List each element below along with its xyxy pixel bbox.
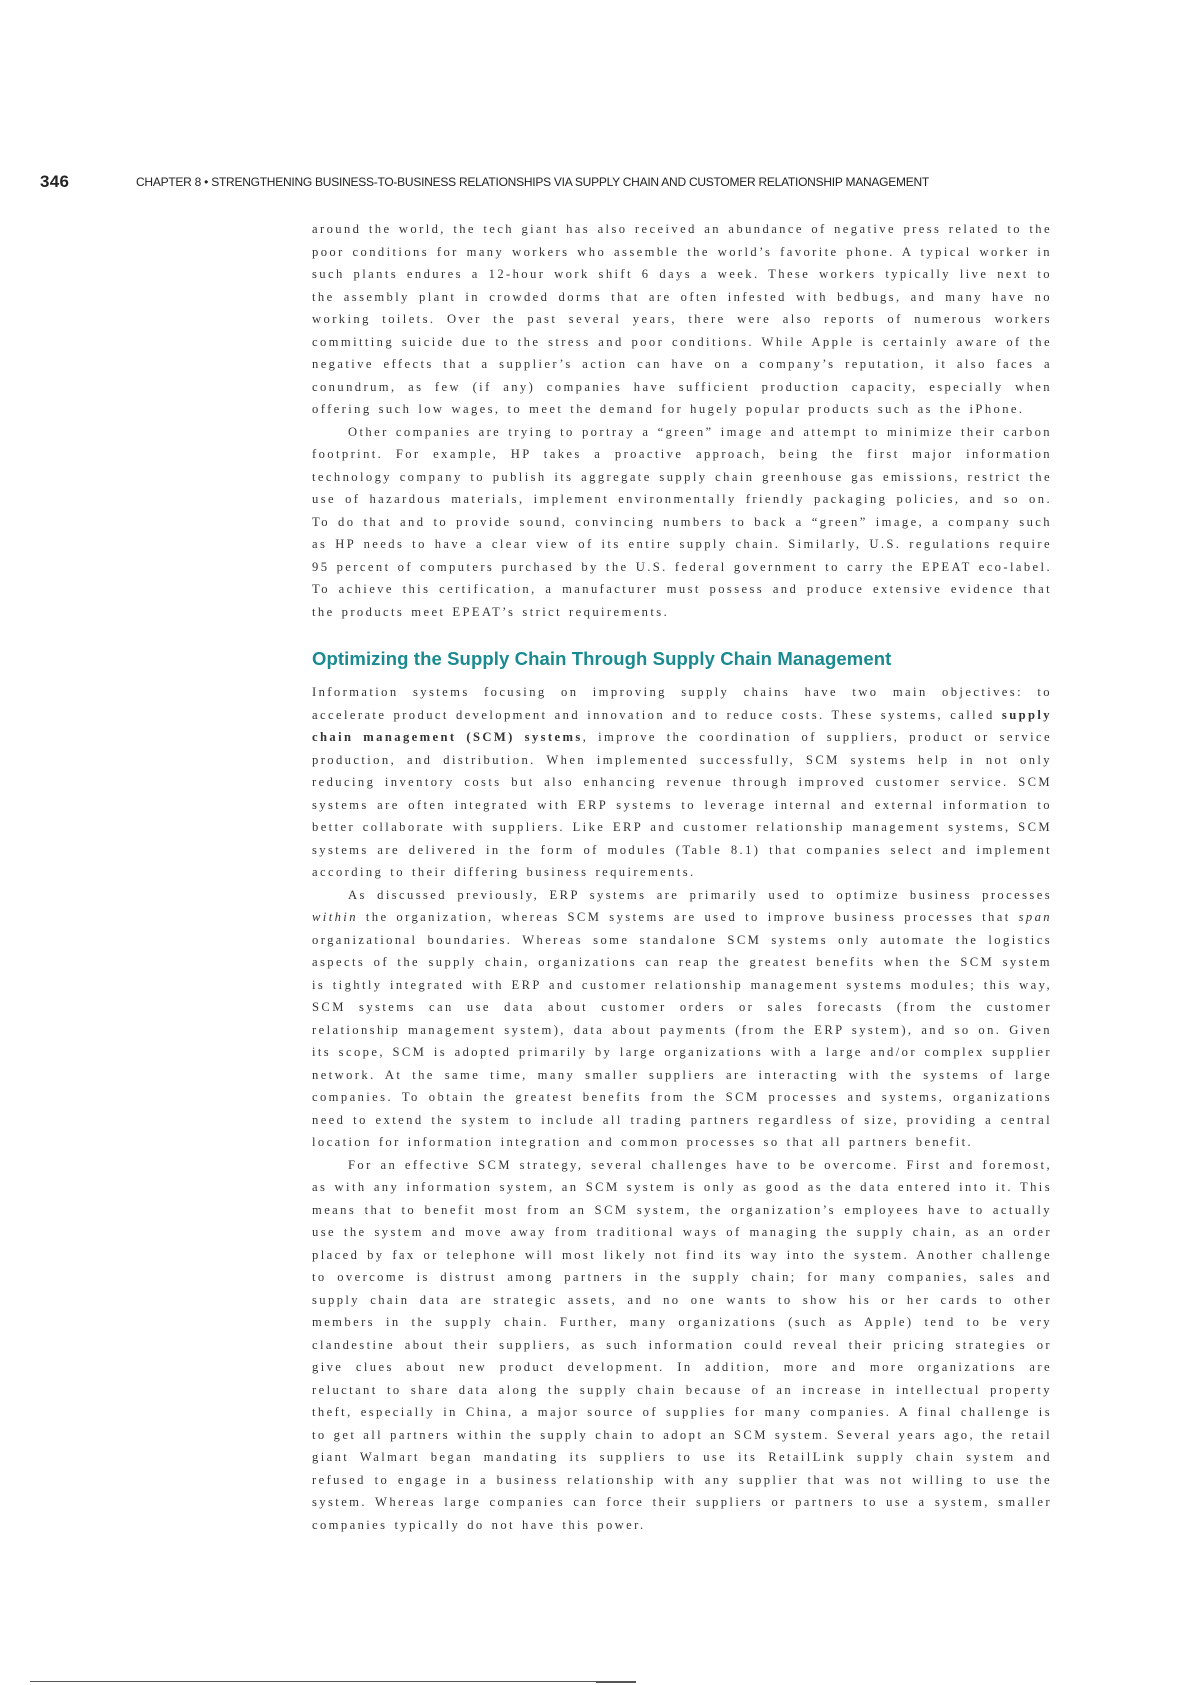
paragraph-text: As discussed previously, ERP systems are primarily used to optimize business processes	[348, 887, 1052, 902]
paragraph-scm-challenges: For an effective SCM strategy, several challenges have to be overcome. First and foremost, as with any information system, an SCM system is only as good as the data entered into it. This means that to benefit most from an SCM system, the organization’s employees have to actually use the system and move away from traditional ways of managing the supply chain, as an order placed by fax or telephone will most likely not find its way into the system. Another challenge to overcome is distrust among partners in the supply chain; for many companies, sales and supply chain data are strategic assets, and no one wants to show his or her cards to other members in the supply chain. Further, many organizations (such as Apple) tend to be very clandestine about their suppliers, as such information could reveal their pricing strategies or give clues about new product development. In addition, more and more organizations are reluctant to share data along the supply chain because of an increase in intellectual property theft, especially in China, a major source of supplies for many companies. A final challenge is to get all partners within the supply chain to adopt an SCM system. Several years ago, the retail giant Walmart began mandating its suppliers to use its RetailLink supply chain system and refused to engage in a business relationship with any supplier that was not willing to use the system. Whereas large companies can force their suppliers or partners to use a system, smaller companies typically do not have this power.	[312, 1157, 1052, 1532]
page-number: 346	[40, 172, 70, 191]
paragraph-erp-vs-scm	[312, 884, 1052, 1154]
paragraph-text: the organization, whereas SCM systems are used to improve business processes that	[357, 910, 1019, 924]
footer-rule-marker	[596, 1681, 636, 1683]
paragraph-green-supply-chain: Other companies are trying to portray a “green” image and attempt to minimize their carbon footprint. For example, HP takes a proactive approach, being the first major information technology company to publish its aggregate supply chain greenhouse gas emissions, restrict the use of hazardous materials, implement environmentally friendly packaging policies, and so on. To do that and to provide sound, convincing numbers to back a “green” image, a company such as HP needs to have a clear view of its entire supply chain. Similarly, U.S. regulations require 95 percent of computers purchased by the U.S. federal government to carry the EPEAT eco-label. To achieve this certification, a manufacturer must possess and produce extensive evidence that the products meet EPEAT’s strict requirements.	[312, 424, 1052, 619]
key-term-scm-systems: supply chain management (SCM) systems	[312, 707, 1052, 744]
emphasis-within: within	[312, 910, 358, 924]
body-text-column	[312, 218, 1052, 1536]
paragraph-apple-supplier-conditions: around the world, the tech giant has also received an abundance of negative press related to the poor conditions for many workers who assemble the world’s favorite phone. A typical worker in such plants endures a 12-hour work shift 6 days a week. These workers typically live next to the assembly plant in crowded dorms that are often infested with bedbugs, and many have no working toilets. Over the past several years, there were also reports of numerous workers committing suicide due to the stress and poor conditions. While Apple is certainly aware of the negative effects that a supplier’s action can have on a company’s reputation, it also faces a conundrum, as few (if any) companies have sufficient production capacity, especially when offering such low wages, to meet the demand for hugely popular products such as the iPhone.	[312, 222, 1052, 416]
footer-rule	[30, 1681, 596, 1682]
paragraph-text: Information systems focusing on improving supply chains have two main objectives: to accelerate product development and innovation and to reduce costs. These systems, called	[312, 685, 1052, 722]
emphasis-span: span	[1018, 910, 1052, 924]
chapter-title: CHAPTER 8 • STRENGTHENING BUSINESS-TO-BUSINESS RELATIONSHIPS VIA SUPPLY CHAIN AND CUSTOMER RELATIONSHIP MANAGEMENT	[136, 175, 929, 189]
paragraph-scm-objectives	[312, 681, 1052, 884]
paragraph-text: , improve the coordination of suppliers, product or service production, and distribution. When implemented successfully, SCM systems help in not only reducing inventory costs but also enhancing revenue through improved customer service. SCM systems are often integrated with ERP systems to leverage internal and external information to better collaborate with suppliers. Like ERP and customer relationship management systems, SCM systems are delivered in the form of modules (Table 8.1) that companies select and implement according to their differing business requirements.	[312, 730, 1052, 879]
running-header	[40, 172, 1060, 196]
paragraph-text: organizational boundaries. Whereas some standalone SCM systems only automate the logistics aspects of the supply chain, organizations can reap the greatest benefits when the SCM system is tightly integrated with ERP and customer relationship management systems modules; this way, SCM systems can use data about customer orders or sales forecasts (from the customer relationship management system), data about payments (from the ERP system), and so on. Given its scope, SCM is adopted primarily by large organizations with a large and/or complex supplier network. At the same time, many smaller suppliers are interacting with the systems of large companies. To obtain the greatest benefits from the SCM processes and systems, organizations need to extend the system to include all trading partners regardless of size, providing a central location for information integration and common processes so that all partners benefit.	[312, 932, 1052, 1149]
section-heading: Optimizing the Supply Chain Through Supply Chain Management	[312, 648, 892, 669]
